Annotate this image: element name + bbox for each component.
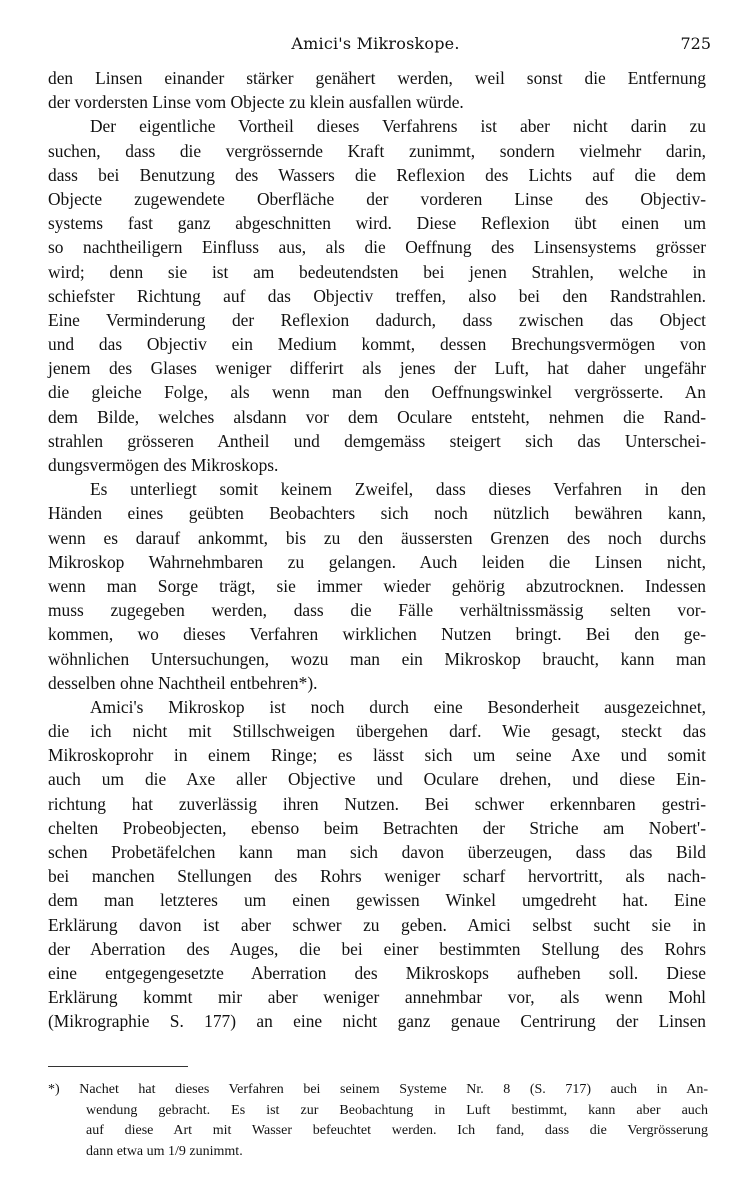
text-line: Händen eines geübten Beobachters sich noch nützlich bewähren kann, [48, 503, 706, 524]
text-line: dem man letzteres um einen gewissen Winkel umgedreht hat. Eine [48, 890, 706, 911]
body-text [48, 66, 706, 1034]
text-line: desselben ohne Nachtheil entbehren*). [48, 672, 318, 693]
text-line: Erklärung kommt mir aber weniger annehmbar vor, als wenn Mohl [48, 987, 706, 1008]
text-line: kommen, wo dieses Verfahren wirklichen Nutzen bringt. Bei den ge- [48, 624, 706, 645]
text-line: wenn es darauf ankommt, bis zu den äussersten Grenzen des noch durchs [48, 527, 706, 548]
running-title: Amici's Mikroskope. [291, 34, 460, 53]
text-line: so nachtheiligern Einfluss aus, als die Oeffnung des Linsensystems grösser [48, 237, 706, 258]
text-line: Eine Verminderung der Reflexion dadurch, dass zwischen das Object [48, 309, 706, 330]
text-line: richtung hat zuverlässig ihren Nutzen. Bei schwer erkennbaren gestri- [48, 793, 706, 814]
text-line: wird; denn sie ist am bedeutendsten bei jenen Strahlen, welche in [48, 261, 706, 282]
footnote-line: auf diese Art mit Wasser befeuchtet werden. Ich fand, dass die Vergrösserung [86, 1123, 708, 1138]
text-line: der Aberration des Auges, die bei einer bestimmten Stellung des Rohrs [48, 938, 706, 959]
text-line: chelten Probeobjecten, ebenso beim Betrachten der Striche am Nobert'- [48, 817, 706, 838]
text-line: dass bei Benutzung des Wassers die Reflexion des Lichts auf die dem [48, 164, 706, 185]
text-line: wöhnlichen Untersuchungen, wozu man ein Mikroskop braucht, kann man [48, 648, 706, 669]
text-line: wenn man Sorge trägt, sie immer wieder gehörig abzutrocknen. Indessen [48, 575, 706, 596]
text-line: auch um die Axe aller Objective und Oculare drehen, und diese Ein- [48, 769, 706, 790]
text-line: schiefster Richtung auf das Objectiv treffen, also bei den Randstrahlen. [48, 285, 706, 306]
text-line: dem Bilde, welches alsdann vor dem Oculare entsteht, nehmen die Rand- [48, 406, 706, 427]
text-line: muss zugegeben werden, dass die Fälle verhältnissmässig selten vor- [48, 600, 706, 621]
text-line: Amici's Mikroskop ist noch durch eine Besonderheit ausgezeichnet, [90, 696, 706, 717]
page-number: 725 [680, 34, 711, 53]
text-line: Erklärung davon ist aber schwer zu geben. Amici selbst sucht sie in [48, 914, 706, 935]
running-head [0, 34, 751, 58]
text-line: strahlen grösseren Antheil und demgemäss steigert sich das Unterschei- [48, 430, 706, 451]
text-line: und das Objectiv ein Medium kommt, dessen Brechungsvermögen von [48, 334, 706, 355]
text-line: dungsvermögen des Mikroskops. [48, 455, 279, 475]
text-line: bei manchen Stellungen des Rohrs weniger scharf hervortritt, als nach- [48, 866, 706, 887]
text-line: die ich nicht mit Stillschweigen übergehen darf. Wie gesagt, steckt das [48, 721, 706, 742]
text-line: (Mikrographie S. 177) an eine nicht ganz genaue Centrirung der Linsen [48, 1011, 706, 1032]
text-line: Mikroskop Wahrnehmbaren zu gelangen. Auch leiden die Linsen nicht, [48, 551, 706, 572]
text-line: Der eigentliche Vortheil dieses Verfahrens ist aber nicht darin zu [90, 116, 706, 137]
footnote-line: wendung gebracht. Es ist zur Beobachtung in Luft bestimmt, kann aber auch [86, 1102, 708, 1118]
text-line: Objecte zugewendete Oberfläche der vorderen Linse des Objectiv- [48, 188, 706, 209]
text-line: jenem des Glases weniger differirt als jenes der Luft, hat daher ungefähr [48, 358, 706, 379]
text-line: Es unterliegt somit keinem Zweifel, dass dieses Verfahren in den [90, 479, 706, 500]
text-line: der vordersten Linse vom Objecte zu klein ausfallen würde. [48, 92, 464, 113]
footnote [48, 1080, 708, 1162]
text-line: systems fast ganz abgeschnitten wird. Diese Reflexion übt einen um [48, 213, 706, 234]
text-line: Mikroskoprohr in einem Ringe; es lässt sich um seine Axe und somit [48, 745, 706, 766]
text-line: schen Probetäfelchen kann man sich davon überzeugen, dass das Bild [48, 842, 706, 862]
footnote-line: *) Nachet hat dieses Verfahren bei seinem Systeme Nr. 8 (S. 717) auch in An- [48, 1082, 708, 1097]
text-line: eine entgegengesetzte Aberration des Mikroskops aufheben soll. Diese [48, 962, 706, 983]
text-line: suchen, dass die vergrössernde Kraft zunimmt, sondern vielmehr darin, [48, 140, 706, 161]
text-line: den Linsen einander stärker genähert werden, weil sonst die Entfernung [48, 68, 706, 88]
footnote-divider [48, 1066, 188, 1067]
text-line: die gleiche Folge, als wenn man den Oeffnungswinkel vergrösserte. An [48, 382, 706, 403]
footnote-line: dann etwa um 1/9 zunimmt. [86, 1143, 243, 1159]
